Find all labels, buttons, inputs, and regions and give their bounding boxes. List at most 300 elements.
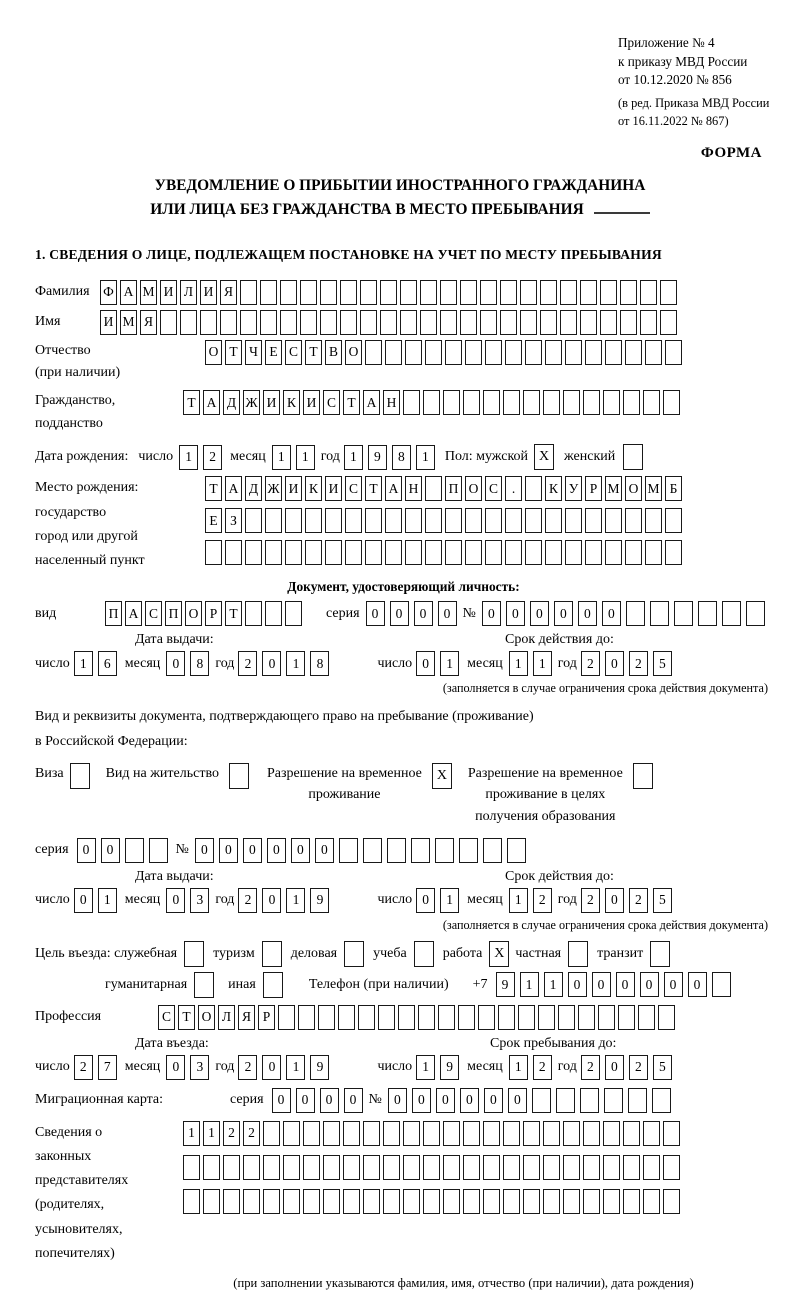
char-cell[interactable] bbox=[585, 540, 602, 565]
char-cell[interactable] bbox=[403, 390, 420, 415]
char-cell[interactable]: 7 bbox=[98, 1055, 117, 1080]
char-cell[interactable] bbox=[325, 540, 342, 565]
char-cell[interactable] bbox=[498, 1005, 515, 1030]
char-cell[interactable] bbox=[425, 340, 442, 365]
char-cell[interactable] bbox=[628, 1088, 647, 1113]
char-cell[interactable] bbox=[325, 508, 342, 533]
char-cell[interactable] bbox=[345, 508, 362, 533]
char-cell[interactable]: 1 bbox=[286, 888, 305, 913]
char-cell[interactable] bbox=[643, 1155, 660, 1180]
char-cell[interactable] bbox=[483, 1121, 500, 1146]
char-cell[interactable]: 5 bbox=[653, 1055, 672, 1080]
char-cell[interactable] bbox=[503, 390, 520, 415]
char-cell[interactable] bbox=[663, 1189, 680, 1214]
char-cell[interactable]: 5 bbox=[653, 888, 672, 913]
char-cell[interactable]: 8 bbox=[190, 651, 209, 676]
char-cell[interactable]: Т bbox=[225, 601, 242, 626]
char-cell[interactable] bbox=[532, 1088, 551, 1113]
char-cell[interactable]: С bbox=[158, 1005, 175, 1030]
char-cell[interactable]: 1 bbox=[440, 651, 459, 676]
char-cell[interactable]: 0 bbox=[554, 601, 573, 626]
char-cell[interactable] bbox=[305, 540, 322, 565]
char-cell[interactable] bbox=[323, 1155, 340, 1180]
char-cell[interactable]: 1 bbox=[272, 445, 291, 470]
purpose-private-checkbox[interactable] bbox=[568, 941, 588, 967]
char-cell[interactable] bbox=[625, 508, 642, 533]
char-cell[interactable]: А bbox=[120, 280, 137, 305]
char-cell[interactable]: 0 bbox=[508, 1088, 527, 1113]
char-cell[interactable]: Б bbox=[665, 476, 682, 501]
char-cell[interactable] bbox=[183, 1189, 200, 1214]
char-cell[interactable] bbox=[460, 280, 477, 305]
char-cell[interactable]: 0 bbox=[438, 601, 457, 626]
char-cell[interactable]: 0 bbox=[344, 1088, 363, 1113]
char-cell[interactable] bbox=[605, 540, 622, 565]
char-cell[interactable] bbox=[746, 601, 765, 626]
char-cell[interactable] bbox=[650, 601, 669, 626]
char-cell[interactable]: 9 bbox=[496, 972, 515, 997]
purpose-study-checkbox[interactable] bbox=[414, 941, 434, 967]
char-cell[interactable]: 0 bbox=[482, 601, 501, 626]
char-cell[interactable]: 2 bbox=[74, 1055, 93, 1080]
char-cell[interactable] bbox=[565, 340, 582, 365]
residence-permit-checkbox[interactable] bbox=[229, 763, 249, 789]
char-cell[interactable] bbox=[405, 340, 422, 365]
char-cell[interactable] bbox=[285, 601, 302, 626]
char-cell[interactable] bbox=[403, 1155, 420, 1180]
char-cell[interactable] bbox=[345, 540, 362, 565]
char-cell[interactable] bbox=[623, 390, 640, 415]
char-cell[interactable]: 0 bbox=[416, 888, 435, 913]
char-cell[interactable]: О bbox=[625, 476, 642, 501]
char-cell[interactable]: С bbox=[285, 340, 302, 365]
char-cell[interactable] bbox=[674, 601, 693, 626]
char-cell[interactable] bbox=[540, 310, 557, 335]
char-cell[interactable] bbox=[543, 1121, 560, 1146]
char-cell[interactable]: И bbox=[285, 476, 302, 501]
char-cell[interactable] bbox=[660, 280, 677, 305]
char-cell[interactable]: 1 bbox=[440, 888, 459, 913]
char-cell[interactable]: Т bbox=[178, 1005, 195, 1030]
char-cell[interactable]: 2 bbox=[238, 888, 257, 913]
char-cell[interactable] bbox=[223, 1189, 240, 1214]
purpose-tourism-checkbox[interactable] bbox=[262, 941, 282, 967]
char-cell[interactable]: 0 bbox=[436, 1088, 455, 1113]
char-cell[interactable] bbox=[643, 1121, 660, 1146]
char-cell[interactable] bbox=[665, 540, 682, 565]
char-cell[interactable]: Т bbox=[225, 340, 242, 365]
char-cell[interactable] bbox=[205, 540, 222, 565]
char-cell[interactable] bbox=[443, 1155, 460, 1180]
char-cell[interactable] bbox=[623, 1121, 640, 1146]
char-cell[interactable]: 6 bbox=[98, 651, 117, 676]
char-cell[interactable]: 0 bbox=[592, 972, 611, 997]
char-cell[interactable] bbox=[245, 540, 262, 565]
purpose-humanitarian-checkbox[interactable] bbox=[194, 972, 214, 998]
char-cell[interactable] bbox=[305, 508, 322, 533]
char-cell[interactable]: 0 bbox=[101, 838, 120, 863]
char-cell[interactable]: 8 bbox=[392, 445, 411, 470]
char-cell[interactable]: 1 bbox=[509, 651, 528, 676]
char-cell[interactable]: 3 bbox=[190, 1055, 209, 1080]
char-cell[interactable]: 0 bbox=[262, 651, 281, 676]
char-cell[interactable]: Е bbox=[205, 508, 222, 533]
char-cell[interactable] bbox=[200, 310, 217, 335]
char-cell[interactable] bbox=[263, 1121, 280, 1146]
char-cell[interactable] bbox=[505, 508, 522, 533]
char-cell[interactable]: О bbox=[205, 340, 222, 365]
char-cell[interactable] bbox=[712, 972, 731, 997]
char-cell[interactable] bbox=[383, 1189, 400, 1214]
char-cell[interactable]: П bbox=[445, 476, 462, 501]
char-cell[interactable] bbox=[525, 540, 542, 565]
char-cell[interactable]: Я bbox=[238, 1005, 255, 1030]
char-cell[interactable]: О bbox=[198, 1005, 215, 1030]
char-cell[interactable] bbox=[563, 1121, 580, 1146]
char-cell[interactable]: 1 bbox=[98, 888, 117, 913]
char-cell[interactable] bbox=[203, 1155, 220, 1180]
char-cell[interactable] bbox=[583, 1155, 600, 1180]
char-cell[interactable] bbox=[363, 838, 382, 863]
char-cell[interactable] bbox=[565, 540, 582, 565]
char-cell[interactable] bbox=[283, 1121, 300, 1146]
char-cell[interactable]: И bbox=[263, 390, 280, 415]
char-cell[interactable]: 2 bbox=[629, 888, 648, 913]
char-cell[interactable] bbox=[660, 310, 677, 335]
char-cell[interactable] bbox=[603, 390, 620, 415]
char-cell[interactable] bbox=[623, 1189, 640, 1214]
char-cell[interactable] bbox=[520, 280, 537, 305]
char-cell[interactable]: 1 bbox=[286, 651, 305, 676]
char-cell[interactable]: З bbox=[225, 508, 242, 533]
char-cell[interactable] bbox=[220, 310, 237, 335]
char-cell[interactable] bbox=[540, 280, 557, 305]
char-cell[interactable] bbox=[605, 340, 622, 365]
char-cell[interactable]: 0 bbox=[195, 838, 214, 863]
char-cell[interactable] bbox=[383, 1155, 400, 1180]
char-cell[interactable] bbox=[625, 340, 642, 365]
char-cell[interactable] bbox=[665, 508, 682, 533]
char-cell[interactable]: 0 bbox=[272, 1088, 291, 1113]
char-cell[interactable] bbox=[423, 1155, 440, 1180]
char-cell[interactable] bbox=[260, 310, 277, 335]
char-cell[interactable] bbox=[518, 1005, 535, 1030]
char-cell[interactable] bbox=[300, 310, 317, 335]
char-cell[interactable] bbox=[285, 508, 302, 533]
char-cell[interactable] bbox=[620, 280, 637, 305]
char-cell[interactable]: Ж bbox=[243, 390, 260, 415]
char-cell[interactable]: 2 bbox=[581, 651, 600, 676]
char-cell[interactable]: 0 bbox=[484, 1088, 503, 1113]
char-cell[interactable]: 0 bbox=[366, 601, 385, 626]
char-cell[interactable]: 1 bbox=[286, 1055, 305, 1080]
char-cell[interactable] bbox=[645, 508, 662, 533]
sex-male-checkbox[interactable]: X bbox=[534, 444, 554, 470]
char-cell[interactable]: 2 bbox=[203, 445, 222, 470]
char-cell[interactable] bbox=[363, 1155, 380, 1180]
char-cell[interactable] bbox=[543, 1155, 560, 1180]
char-cell[interactable] bbox=[338, 1005, 355, 1030]
char-cell[interactable]: 0 bbox=[414, 601, 433, 626]
char-cell[interactable]: 0 bbox=[291, 838, 310, 863]
char-cell[interactable] bbox=[403, 1121, 420, 1146]
char-cell[interactable]: П bbox=[165, 601, 182, 626]
char-cell[interactable] bbox=[480, 310, 497, 335]
char-cell[interactable] bbox=[600, 310, 617, 335]
char-cell[interactable]: П bbox=[105, 601, 122, 626]
char-cell[interactable] bbox=[265, 540, 282, 565]
char-cell[interactable]: Е bbox=[265, 340, 282, 365]
char-cell[interactable]: 2 bbox=[238, 651, 257, 676]
char-cell[interactable] bbox=[339, 838, 358, 863]
char-cell[interactable]: 3 bbox=[190, 888, 209, 913]
char-cell[interactable] bbox=[583, 1121, 600, 1146]
char-cell[interactable] bbox=[420, 280, 437, 305]
char-cell[interactable] bbox=[618, 1005, 635, 1030]
char-cell[interactable] bbox=[280, 280, 297, 305]
char-cell[interactable] bbox=[600, 280, 617, 305]
char-cell[interactable] bbox=[643, 1189, 660, 1214]
char-cell[interactable]: 0 bbox=[616, 972, 635, 997]
char-cell[interactable] bbox=[538, 1005, 555, 1030]
char-cell[interactable] bbox=[400, 310, 417, 335]
char-cell[interactable] bbox=[403, 1189, 420, 1214]
char-cell[interactable] bbox=[523, 390, 540, 415]
char-cell[interactable] bbox=[523, 1121, 540, 1146]
char-cell[interactable]: 0 bbox=[602, 601, 621, 626]
char-cell[interactable] bbox=[663, 1121, 680, 1146]
char-cell[interactable] bbox=[583, 1189, 600, 1214]
char-cell[interactable] bbox=[640, 310, 657, 335]
char-cell[interactable] bbox=[343, 1189, 360, 1214]
char-cell[interactable]: 0 bbox=[243, 838, 262, 863]
char-cell[interactable] bbox=[580, 1088, 599, 1113]
char-cell[interactable]: У bbox=[565, 476, 582, 501]
char-cell[interactable] bbox=[425, 508, 442, 533]
char-cell[interactable] bbox=[603, 1189, 620, 1214]
char-cell[interactable] bbox=[398, 1005, 415, 1030]
char-cell[interactable] bbox=[698, 601, 717, 626]
char-cell[interactable]: В bbox=[325, 340, 342, 365]
char-cell[interactable]: 0 bbox=[166, 888, 185, 913]
char-cell[interactable]: 0 bbox=[267, 838, 286, 863]
char-cell[interactable] bbox=[343, 1155, 360, 1180]
char-cell[interactable]: С bbox=[345, 476, 362, 501]
char-cell[interactable] bbox=[505, 540, 522, 565]
char-cell[interactable]: 0 bbox=[74, 888, 93, 913]
char-cell[interactable]: Я bbox=[140, 310, 157, 335]
char-cell[interactable] bbox=[585, 340, 602, 365]
char-cell[interactable]: И bbox=[200, 280, 217, 305]
char-cell[interactable]: 1 bbox=[533, 651, 552, 676]
char-cell[interactable] bbox=[425, 540, 442, 565]
char-cell[interactable]: Д bbox=[223, 390, 240, 415]
char-cell[interactable]: 0 bbox=[605, 651, 624, 676]
char-cell[interactable] bbox=[243, 1189, 260, 1214]
char-cell[interactable] bbox=[380, 310, 397, 335]
char-cell[interactable] bbox=[604, 1088, 623, 1113]
char-cell[interactable] bbox=[435, 838, 454, 863]
char-cell[interactable]: О bbox=[465, 476, 482, 501]
char-cell[interactable] bbox=[340, 280, 357, 305]
char-cell[interactable] bbox=[303, 1121, 320, 1146]
char-cell[interactable] bbox=[418, 1005, 435, 1030]
char-cell[interactable] bbox=[525, 340, 542, 365]
char-cell[interactable] bbox=[263, 1189, 280, 1214]
char-cell[interactable] bbox=[583, 390, 600, 415]
char-cell[interactable] bbox=[280, 310, 297, 335]
char-cell[interactable]: 0 bbox=[640, 972, 659, 997]
char-cell[interactable]: 0 bbox=[77, 838, 96, 863]
purpose-transit-checkbox[interactable] bbox=[650, 941, 670, 967]
purpose-official-checkbox[interactable] bbox=[184, 941, 204, 967]
char-cell[interactable]: М bbox=[605, 476, 622, 501]
char-cell[interactable] bbox=[556, 1088, 575, 1113]
char-cell[interactable]: А bbox=[385, 476, 402, 501]
char-cell[interactable]: 2 bbox=[238, 1055, 257, 1080]
char-cell[interactable]: Я bbox=[220, 280, 237, 305]
char-cell[interactable]: 0 bbox=[416, 651, 435, 676]
char-cell[interactable] bbox=[640, 280, 657, 305]
char-cell[interactable] bbox=[283, 1189, 300, 1214]
char-cell[interactable] bbox=[445, 340, 462, 365]
char-cell[interactable]: 0 bbox=[390, 601, 409, 626]
char-cell[interactable]: 0 bbox=[320, 1088, 339, 1113]
char-cell[interactable]: 1 bbox=[416, 1055, 435, 1080]
char-cell[interactable] bbox=[278, 1005, 295, 1030]
char-cell[interactable]: 0 bbox=[296, 1088, 315, 1113]
char-cell[interactable] bbox=[523, 1189, 540, 1214]
char-cell[interactable] bbox=[343, 1121, 360, 1146]
char-cell[interactable] bbox=[149, 838, 168, 863]
char-cell[interactable] bbox=[463, 390, 480, 415]
temp-residence-checkbox[interactable]: X bbox=[432, 763, 452, 789]
char-cell[interactable] bbox=[298, 1005, 315, 1030]
char-cell[interactable] bbox=[465, 540, 482, 565]
char-cell[interactable] bbox=[378, 1005, 395, 1030]
char-cell[interactable]: 0 bbox=[605, 888, 624, 913]
char-cell[interactable]: 1 bbox=[344, 445, 363, 470]
char-cell[interactable]: . bbox=[505, 476, 522, 501]
char-cell[interactable]: 2 bbox=[629, 651, 648, 676]
char-cell[interactable] bbox=[483, 390, 500, 415]
char-cell[interactable] bbox=[160, 310, 177, 335]
char-cell[interactable] bbox=[625, 540, 642, 565]
char-cell[interactable] bbox=[603, 1155, 620, 1180]
char-cell[interactable]: Л bbox=[180, 280, 197, 305]
char-cell[interactable] bbox=[365, 508, 382, 533]
char-cell[interactable]: М bbox=[140, 280, 157, 305]
char-cell[interactable] bbox=[563, 1189, 580, 1214]
char-cell[interactable] bbox=[443, 390, 460, 415]
purpose-work-checkbox[interactable]: X bbox=[489, 941, 509, 967]
char-cell[interactable] bbox=[465, 340, 482, 365]
char-cell[interactable] bbox=[459, 838, 478, 863]
char-cell[interactable] bbox=[385, 540, 402, 565]
char-cell[interactable]: 0 bbox=[605, 1055, 624, 1080]
char-cell[interactable]: И bbox=[160, 280, 177, 305]
char-cell[interactable] bbox=[505, 340, 522, 365]
char-cell[interactable] bbox=[483, 838, 502, 863]
char-cell[interactable]: 0 bbox=[664, 972, 683, 997]
char-cell[interactable] bbox=[300, 280, 317, 305]
char-cell[interactable] bbox=[543, 390, 560, 415]
char-cell[interactable]: 2 bbox=[533, 1055, 552, 1080]
char-cell[interactable]: С bbox=[145, 601, 162, 626]
char-cell[interactable] bbox=[387, 838, 406, 863]
char-cell[interactable]: 8 bbox=[310, 651, 329, 676]
char-cell[interactable] bbox=[500, 280, 517, 305]
char-cell[interactable]: Т bbox=[365, 476, 382, 501]
char-cell[interactable]: 0 bbox=[578, 601, 597, 626]
char-cell[interactable] bbox=[380, 280, 397, 305]
char-cell[interactable] bbox=[303, 1189, 320, 1214]
char-cell[interactable] bbox=[360, 310, 377, 335]
char-cell[interactable] bbox=[303, 1155, 320, 1180]
char-cell[interactable]: А bbox=[203, 390, 220, 415]
char-cell[interactable]: 1 bbox=[183, 1121, 200, 1146]
char-cell[interactable] bbox=[580, 310, 597, 335]
char-cell[interactable] bbox=[523, 1155, 540, 1180]
char-cell[interactable]: 0 bbox=[412, 1088, 431, 1113]
char-cell[interactable] bbox=[620, 310, 637, 335]
char-cell[interactable]: К bbox=[283, 390, 300, 415]
char-cell[interactable] bbox=[480, 280, 497, 305]
char-cell[interactable]: А bbox=[125, 601, 142, 626]
char-cell[interactable]: И bbox=[100, 310, 117, 335]
char-cell[interactable] bbox=[560, 310, 577, 335]
char-cell[interactable] bbox=[265, 508, 282, 533]
visa-checkbox[interactable] bbox=[70, 763, 90, 789]
char-cell[interactable] bbox=[340, 310, 357, 335]
char-cell[interactable]: Т bbox=[343, 390, 360, 415]
temp-residence-education-checkbox[interactable] bbox=[633, 763, 653, 789]
char-cell[interactable] bbox=[645, 340, 662, 365]
char-cell[interactable] bbox=[507, 838, 526, 863]
char-cell[interactable] bbox=[623, 1155, 640, 1180]
char-cell[interactable] bbox=[503, 1155, 520, 1180]
char-cell[interactable]: 1 bbox=[74, 651, 93, 676]
char-cell[interactable]: Н bbox=[383, 390, 400, 415]
purpose-business-checkbox[interactable] bbox=[344, 941, 364, 967]
char-cell[interactable]: А bbox=[363, 390, 380, 415]
char-cell[interactable]: Ж bbox=[265, 476, 282, 501]
char-cell[interactable]: 0 bbox=[568, 972, 587, 997]
char-cell[interactable] bbox=[240, 280, 257, 305]
char-cell[interactable] bbox=[626, 601, 645, 626]
char-cell[interactable] bbox=[323, 1189, 340, 1214]
char-cell[interactable] bbox=[500, 310, 517, 335]
char-cell[interactable] bbox=[245, 601, 262, 626]
char-cell[interactable]: 1 bbox=[179, 445, 198, 470]
char-cell[interactable] bbox=[520, 310, 537, 335]
char-cell[interactable] bbox=[285, 540, 302, 565]
char-cell[interactable]: 9 bbox=[310, 1055, 329, 1080]
char-cell[interactable] bbox=[463, 1189, 480, 1214]
char-cell[interactable] bbox=[665, 340, 682, 365]
char-cell[interactable]: 2 bbox=[581, 1055, 600, 1080]
char-cell[interactable] bbox=[365, 540, 382, 565]
char-cell[interactable]: А bbox=[225, 476, 242, 501]
char-cell[interactable] bbox=[485, 508, 502, 533]
char-cell[interactable] bbox=[503, 1121, 520, 1146]
char-cell[interactable] bbox=[423, 390, 440, 415]
char-cell[interactable] bbox=[463, 1155, 480, 1180]
char-cell[interactable]: 0 bbox=[262, 888, 281, 913]
char-cell[interactable]: С bbox=[323, 390, 340, 415]
char-cell[interactable] bbox=[323, 1121, 340, 1146]
char-cell[interactable] bbox=[283, 1155, 300, 1180]
